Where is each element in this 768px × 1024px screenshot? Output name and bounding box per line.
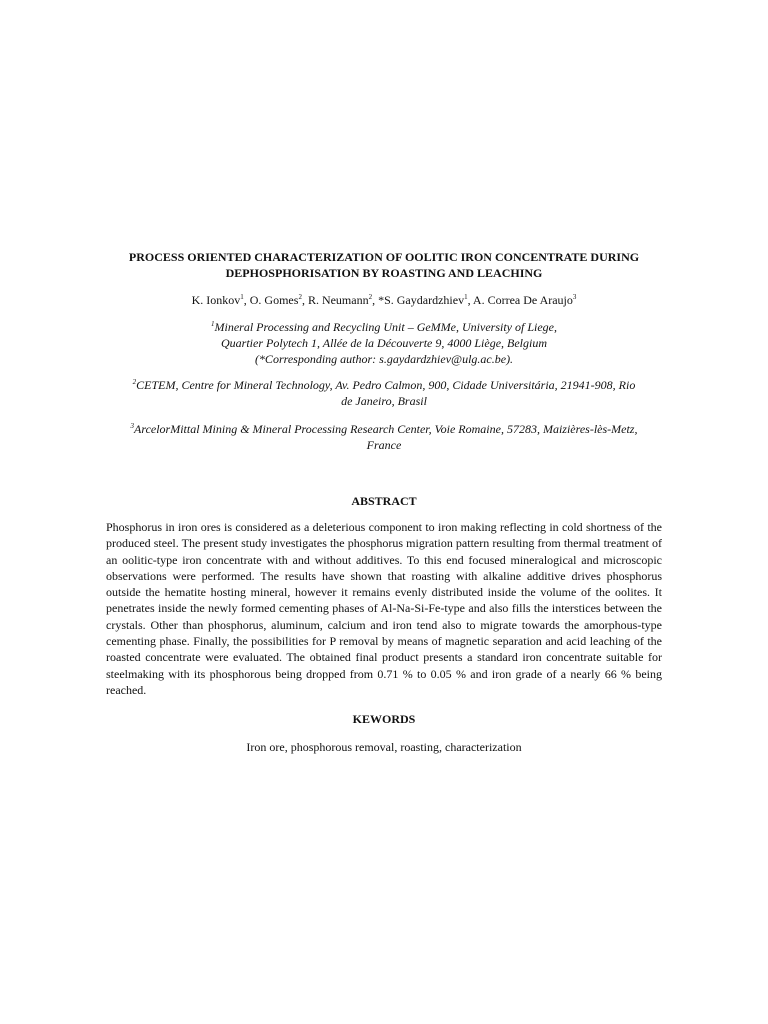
author-list xyxy=(96,292,672,308)
author-affiliation-mark: 2 xyxy=(298,293,302,301)
author-name: R. Neumann xyxy=(307,293,369,307)
affiliation-line: de Janeiro, Brasil xyxy=(341,394,427,408)
affiliation-1 xyxy=(96,319,672,367)
title-line-2: DEPHOSPHORISATION BY ROASTING AND LEACHING xyxy=(225,266,543,280)
affiliation-line: CETEM, Centre for Mineral Technology, Av. Pedro Calmon, 900, Cidade Universitária, 21941-908, Rio xyxy=(136,378,636,392)
title-line-1: PROCESS ORIENTED CHARACTERIZATION OF OOLITIC IRON CONCENTRATE DURING xyxy=(128,250,640,264)
author-separator: , xyxy=(372,293,379,307)
keywords-text: Iron ore, phosphorous removal, roasting, characterization xyxy=(246,740,522,754)
author-affiliation-mark: 2 xyxy=(368,293,373,301)
affiliation-line: France xyxy=(366,438,402,452)
affiliation-3 xyxy=(96,421,672,453)
affiliation-mark: 2 xyxy=(132,378,137,386)
corresponding-author-email: (*Corresponding author: s.gaydardzhiev@ulg.ac.be). xyxy=(254,352,514,366)
affiliation-mark: 3 xyxy=(130,422,135,430)
author-name: *S. Gaydardzhiev xyxy=(378,293,465,307)
author-name: K. Ionkov xyxy=(191,293,241,307)
author-name: A. Correa De Araujo xyxy=(472,293,573,307)
author-affiliation-mark: 3 xyxy=(572,293,577,301)
author-affiliation-mark: 1 xyxy=(464,293,468,301)
abstract-text: Phosphorus in iron ores is considered as a deleterious component to iron making reflecting in cold shortness of the produced steel. The present study investigates the phosphorus migration pattern resulting from thermal treatment of an oolitic-type iron concentrate with and without additives. To this end focused mineralogical and microscopic observations were performed. The results have shown that roasting with alkaline additive drives phosphorus outside the hematite hosting mineral, however it remains evenly distributed inside the volume of the oolites. It penetrates inside the newly formed cementing phases of Al-Na-Si-Fe-type and also fills the interstices between the crystals. Other than phosphorus, aluminum, calcium and iron tend also to migrate towards the amorphous-type cementing phase. Finally, the possibilities for P removal by means of magnetic separation and acid leaching of the roasted concentrate were evaluated. The obtained final product presents a standard iron concentrate suitable for steelmaking with its phosphorous being dropped from 0.71 % to 0.05 % and iron grade of a nearly 66 % being reached. xyxy=(106,520,662,697)
author-name: O. Gomes xyxy=(249,293,299,307)
affiliation-line: Quartier Polytech 1, Allée de la Découverte 9, 4000 Liège, Belgium xyxy=(220,336,548,350)
author-affiliation-mark: 1 xyxy=(240,293,244,301)
author-separator: , xyxy=(301,293,308,307)
abstract-heading: ABSTRACT xyxy=(351,494,417,508)
affiliation-2 xyxy=(96,377,672,409)
affiliation-line: ArcelorMittal Mining & Mineral Processing Research Center, Voie Romaine, 57283, Maizières-lès-Metz, xyxy=(134,422,638,436)
author-separator: , xyxy=(243,293,250,307)
affiliation-line: Mineral Processing and Recycling Unit – GeMMe, University of Liege, xyxy=(214,320,557,334)
paper-title xyxy=(96,249,672,281)
affiliation-mark: 1 xyxy=(211,320,215,328)
author-separator: , xyxy=(467,293,473,307)
keywords-heading: KEWORDS xyxy=(352,712,416,726)
